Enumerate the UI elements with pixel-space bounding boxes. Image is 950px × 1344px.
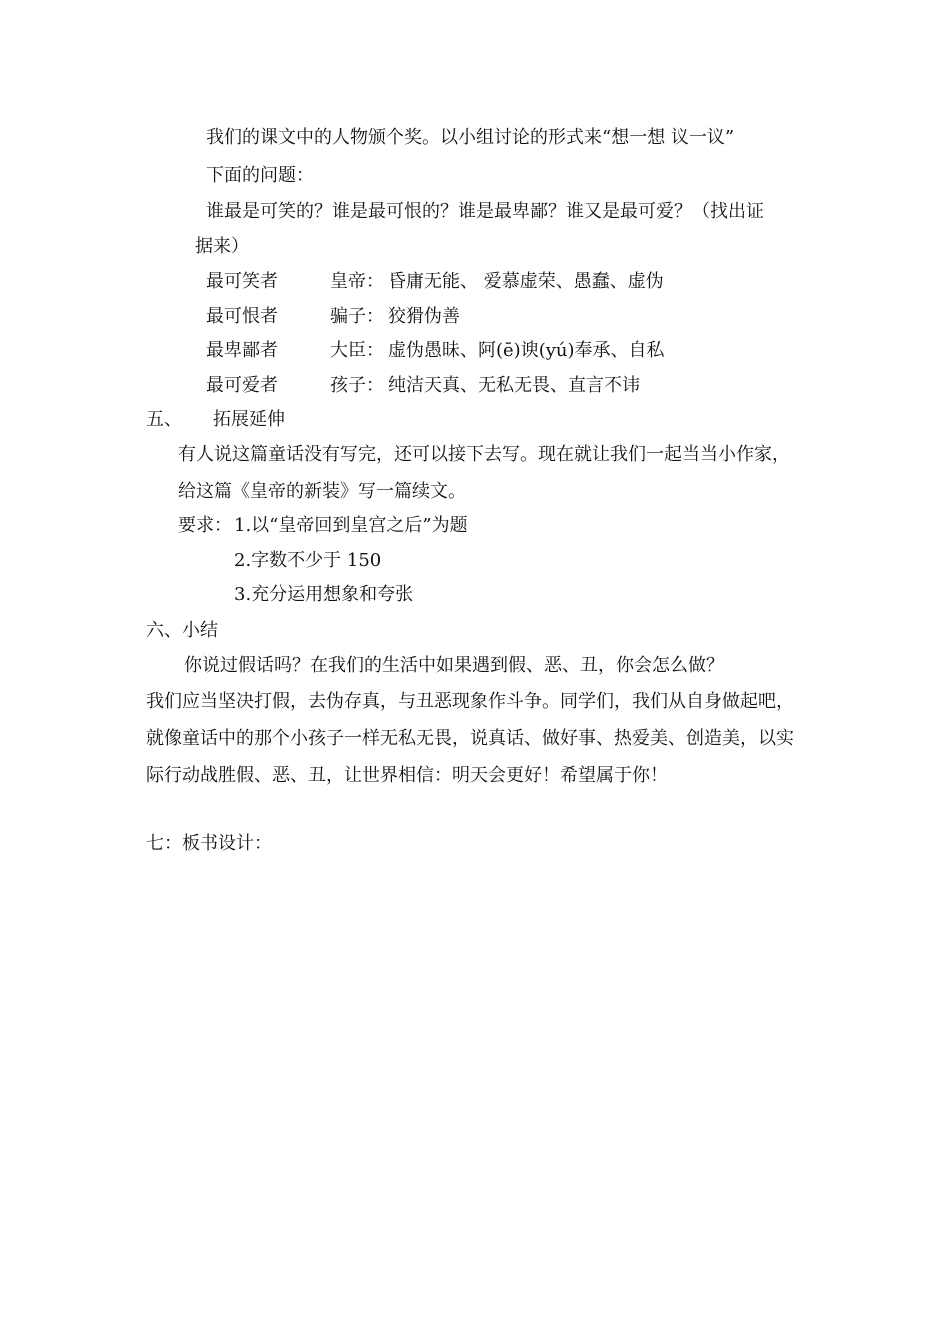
- award-description: 虚伪愚昧、阿(ē)谀(yú)奉承、自私: [388, 340, 665, 361]
- intro-line-1: 我们的课文中的人物颁个奖。以小组讨论的形式来“想一想 议一议”: [206, 127, 735, 148]
- award-label: 最可笑者: [206, 271, 278, 292]
- award-label: 最可爱者: [206, 375, 278, 396]
- award-label: 最可恨者: [206, 306, 278, 327]
- requirement-2: 2.字数不少于 150: [234, 550, 382, 571]
- intro-line-2: 下面的问题：: [206, 165, 314, 186]
- requirements-label: 要求：: [178, 515, 232, 536]
- section-5-paragraph-1: 有人说这篇童话没有写完，还可以接下去写。现在就让我们一起当当小作家，: [178, 444, 790, 465]
- question-line-2: 据来）: [195, 236, 249, 257]
- requirement-1: 1.以“皇帝回到皇宫之后”为题: [234, 515, 468, 536]
- section-6-paragraph-1: 你说过假话吗？在我们的生活中如果遇到假、恶、丑，你会怎么做？: [184, 655, 724, 676]
- section-5-paragraph-2: 给这篇《皇帝的新装》写一篇续文。: [178, 481, 466, 502]
- award-row-4: [206, 374, 640, 398]
- award-row-3: [206, 339, 665, 363]
- section-5-title: 拓展延伸: [213, 409, 285, 430]
- section-6-paragraph-4: 际行动战胜假、恶、丑，让世界相信：明天会更好！希望属于你！: [146, 765, 668, 786]
- section-7-title: 七：板书设计：: [146, 833, 272, 854]
- question-line-1: 谁最是可笑的？谁是最可恨的？谁是最卑鄙？谁又是最可爱？（找出证: [206, 201, 764, 222]
- award-description: 狡猾伪善: [388, 306, 460, 327]
- section-6-title: 六、小结: [146, 620, 218, 641]
- award-label: 最卑鄙者: [206, 340, 278, 361]
- requirement-3: 3.充分运用想象和夸张: [234, 584, 414, 605]
- section-6-paragraph-2: 我们应当坚决打假，去伪存真，与丑恶现象作斗争。同学们，我们从自身做起吧，: [146, 691, 794, 712]
- award-character: 孩子：: [330, 375, 384, 396]
- award-row-1: [206, 270, 664, 294]
- award-character: 皇帝：: [330, 271, 384, 292]
- award-character: 大臣：: [330, 340, 384, 361]
- award-row-2: [206, 305, 460, 329]
- section-5-number: 五、: [146, 409, 182, 430]
- award-description: 纯洁天真、无私无畏、直言不讳: [388, 375, 640, 396]
- section-6-paragraph-3: 就像童话中的那个小孩子一样无私无畏，说真话、做好事、热爱美、创造美，以实: [146, 728, 794, 749]
- award-character: 骗子：: [330, 306, 384, 327]
- award-description: 昏庸无能、 爱慕虚荣、愚蠢、虚伪: [388, 271, 664, 292]
